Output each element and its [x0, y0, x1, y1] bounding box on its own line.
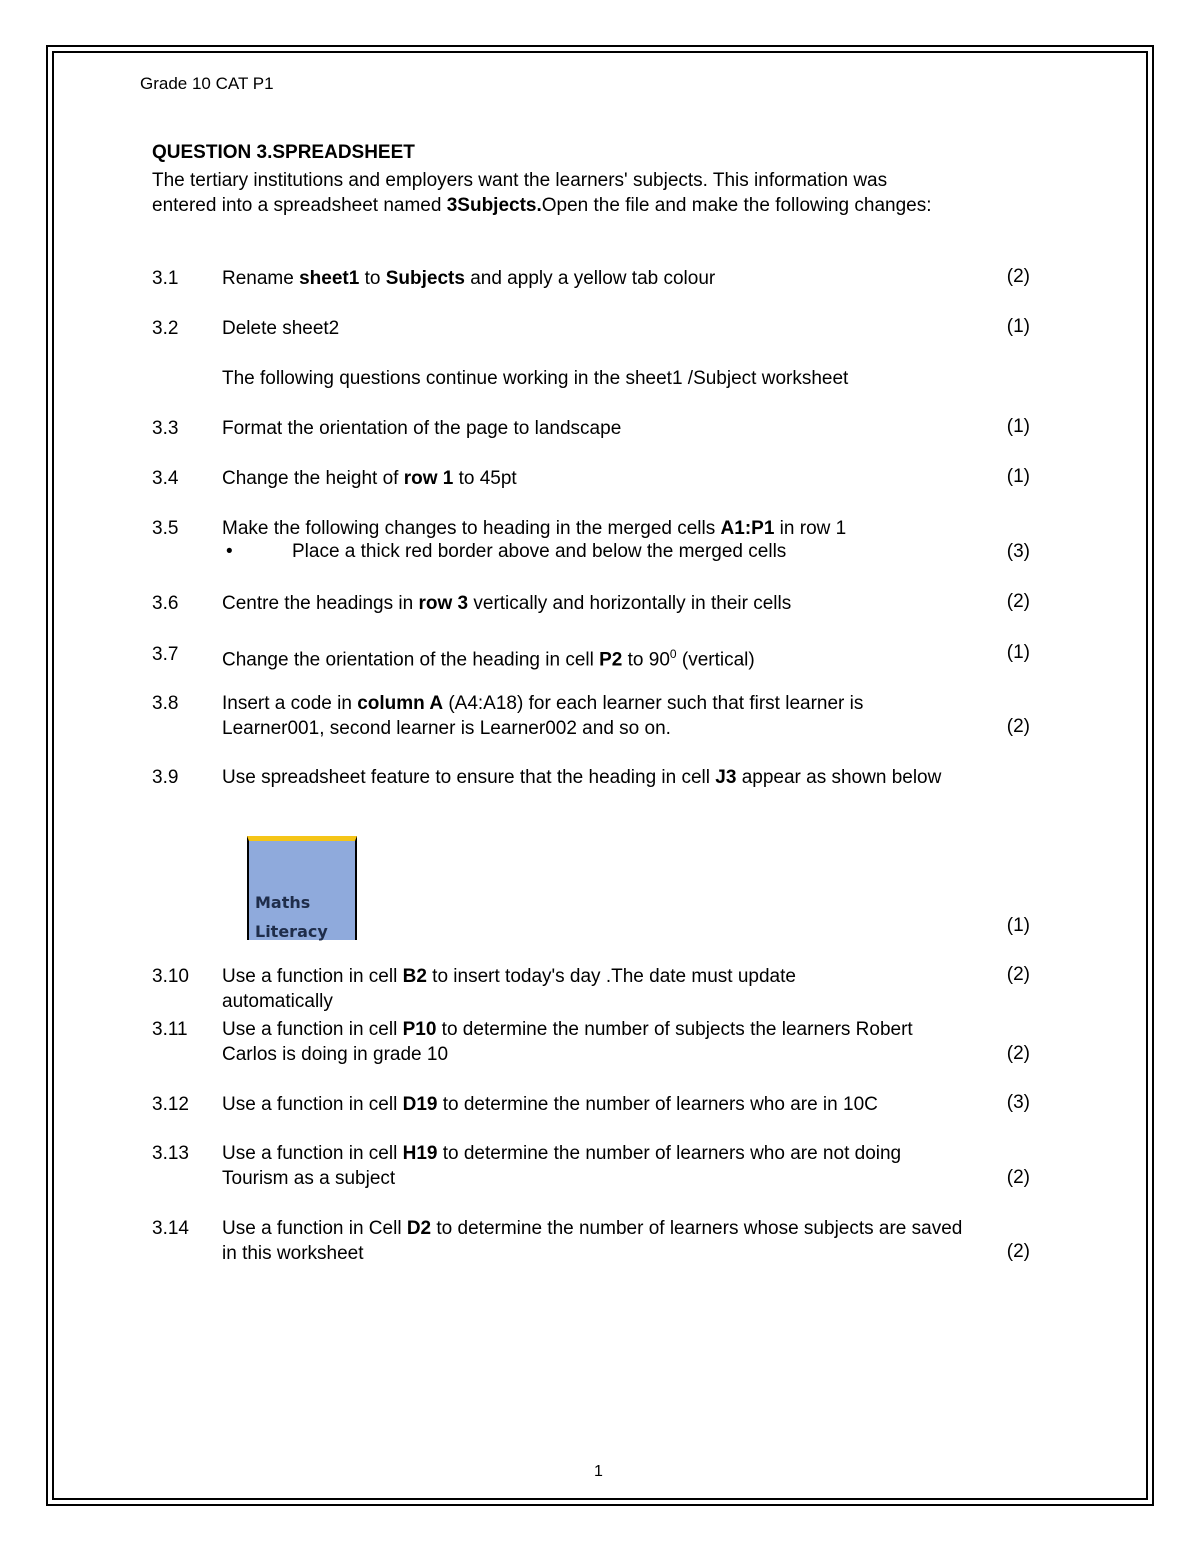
mark-3-13: (2) — [1006, 1167, 1030, 1188]
question-text: Use a function in Cell D2 to determine the number of learners whose subjects are saved in this worksheet — [222, 1218, 963, 1264]
question-text: Use a function in cell B2 to insert today's day .The date must update automatically — [222, 966, 796, 1012]
question-number: 3.4 — [152, 468, 179, 489]
question-number: 3.14 — [152, 1218, 189, 1239]
question-number: 3.10 — [152, 966, 189, 987]
mark-3-2: (1) — [1006, 316, 1030, 337]
question-text: Rename sheet1 to Subjects and apply a yellow tab colour — [222, 268, 716, 289]
question-number: 3.9 — [152, 767, 179, 788]
question-number: 3.2 — [152, 318, 179, 339]
question-text: Use a function in cell P10 to determine the number of subjects the learners Robert Carlos is doing in grade 10 — [222, 1019, 913, 1065]
question-text: Use a function in cell H19 to determine the number of learners who are not doing Tourism as a subject — [222, 1143, 902, 1189]
question-number: 3.5 — [152, 518, 179, 539]
question-text: Insert a code in column A (A4:A18) for each learner such that first learner is Learner001, second learner is Learner002 and so on. — [222, 693, 864, 739]
intro-filename: 3Subjects. — [446, 195, 542, 216]
intro-text: The tertiary institutions and employers want the learners' subjects. This information was entered into a spreadsheet named — [152, 170, 888, 216]
question-number: 3.8 — [152, 693, 179, 714]
mark-3-8: (2) — [1006, 716, 1030, 737]
note-text: The following questions continue working in the sheet1 /Subject worksheet — [222, 368, 849, 389]
question-number: 3.7 — [152, 644, 179, 665]
mark-3-4: (1) — [1006, 466, 1030, 487]
question-number: 3.6 — [152, 593, 179, 614]
question-number: 3.1 — [152, 268, 179, 289]
question-text: Use spreadsheet feature to ensure that the heading in cell J3 appear as shown below — [222, 767, 942, 788]
mark-3-12: (3) — [1006, 1092, 1030, 1113]
page-number: 1 — [594, 1463, 603, 1480]
question-text: Change the orientation of the heading in cell P2 to $90^0$ (vertical) — [222, 647, 755, 671]
bullet-symbol: • — [226, 541, 233, 562]
mark-3-14: (2) — [1006, 1241, 1030, 1262]
mark-3-11: (2) — [1006, 1043, 1030, 1064]
question-title: QUESTION 3.SPREADSHEET — [152, 142, 415, 163]
question-text: Format the orientation of the page to landscape — [222, 418, 622, 439]
question-number: 3.3 — [152, 418, 179, 439]
question-number: 3.11 — [152, 1019, 188, 1040]
question-text: Make the following changes to heading in the merged cells A1:P1 in row 1 — [222, 518, 847, 539]
mark-3-1: (2) — [1006, 266, 1030, 287]
mark-3-7: (1) — [1006, 642, 1030, 663]
mark-3-5: (3) — [1006, 541, 1030, 562]
mark-3-10: (2) — [1006, 964, 1030, 985]
example-cell-image — [247, 836, 357, 940]
question-text: Use a function in cell D19 to determine the number of learners who are in 10C — [222, 1094, 878, 1115]
mark-3-9: (1) — [1006, 915, 1030, 936]
intro-paragraph — [152, 168, 952, 218]
question-text: Change the height of row 1 to 45pt — [222, 468, 517, 489]
page-header: Grade 10 CAT P1 — [140, 74, 274, 93]
question-number: 3.13 — [152, 1143, 189, 1164]
bullet-text: Place a thick red border above and below the merged cells — [292, 541, 787, 562]
question-text: Delete sheet2 — [222, 318, 340, 339]
intro-text-2: Open the file and make the following changes: — [541, 195, 932, 216]
mark-3-6: (2) — [1006, 591, 1030, 612]
question-text: Centre the headings in row 3 vertically and horizontally in their cells — [222, 593, 792, 614]
cell-text-line2: Literacy — [255, 922, 328, 941]
question-number: 3.12 — [152, 1094, 189, 1115]
mark-3-3: (1) — [1006, 416, 1030, 437]
cell-text-line1: Maths — [255, 893, 311, 912]
